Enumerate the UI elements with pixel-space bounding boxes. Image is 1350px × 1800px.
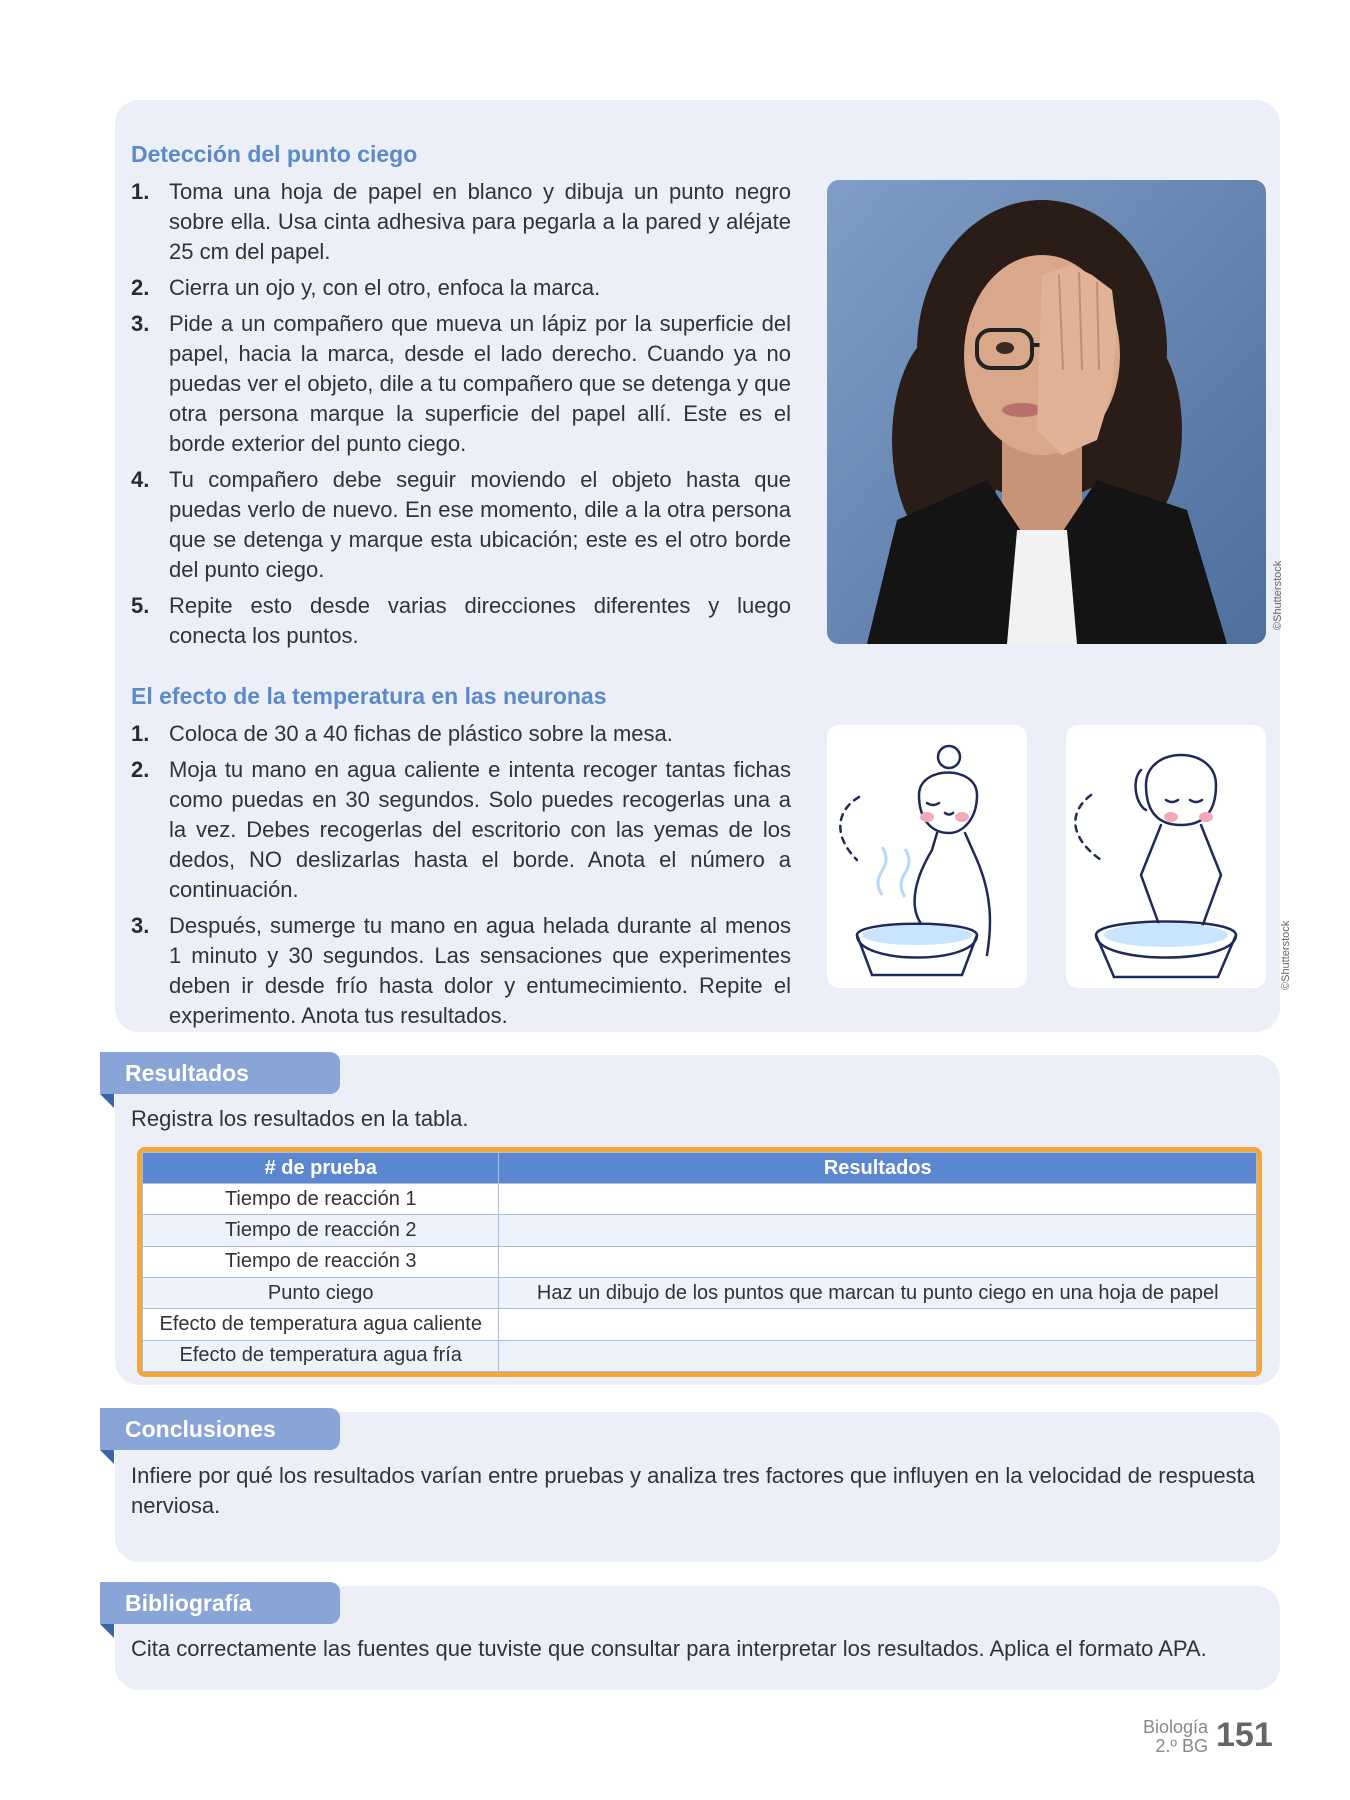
footer-subject xyxy=(1143,1718,1208,1756)
woman-covering-eye-photo xyxy=(827,180,1266,644)
bibliography-tab-corner xyxy=(100,1624,114,1638)
temperature-steps xyxy=(131,719,791,1037)
results-instruction: Registra los resultados en la tabla. xyxy=(131,1106,469,1131)
list-item: 4. Tu compañero debe seguir moviendo el objeto hasta que puedas verlo de nuevo. En ese momento, dile a la otra persona que se detenga y marque esta ubicación; este es el otro borde del punto ciego. xyxy=(131,467,791,582)
page-number: 151 xyxy=(1216,1716,1273,1754)
result-cell[interactable] xyxy=(499,1246,1257,1277)
cold-water-illustration xyxy=(1066,725,1266,988)
hot-water-illustration xyxy=(827,725,1027,988)
illustration-credit: ©Shutterstock xyxy=(1280,920,1292,990)
conclusions-tab-corner xyxy=(100,1450,114,1464)
list-item: 3. Pide a un compañero que mueva un lápiz por la superficie del papel, hacia la marca, desde el lado derecho. Cuando ya no puedas ver el objeto, dile a tu compañero que se detenga y que otra persona marque la superficie del papel allí. Este es el borde exterior del punto ciego. xyxy=(131,311,791,456)
list-item: 2. Cierra un ojo y, con el otro, enfoca la marca. xyxy=(131,275,601,300)
list-item: 1. Coloca de 30 a 40 fichas de plástico sobre la mesa. xyxy=(131,721,673,746)
blind-spot-title: Detección del punto ciego xyxy=(131,141,418,167)
result-cell[interactable] xyxy=(499,1309,1257,1340)
table-row: Efecto de temperatura agua caliente xyxy=(143,1309,1257,1340)
table-row: Tiempo de reacción 1 xyxy=(143,1184,1257,1215)
bibliography-text: Cita correctamente las fuentes que tuviste que consultar para interpretar los resultados. Aplica el formato APA. xyxy=(131,1636,1207,1661)
list-item: 1. Toma una hoja de papel en blanco y dibuja un punto negro sobre ella. Usa cinta adhesiva para pegarla a la pared y aléjate 25 cm del papel. xyxy=(131,179,791,264)
bibliography-tab: Bibliografía xyxy=(100,1582,340,1624)
results-tab-corner xyxy=(100,1094,114,1108)
photo-credit: ©Shutterstock xyxy=(1272,560,1284,630)
subject-name: Biología xyxy=(1142,1717,1208,1737)
table-row: Tiempo de reacción 3 xyxy=(143,1246,1257,1277)
temperature-title: El efecto de la temperatura en las neuronas xyxy=(131,683,607,709)
grade-label: 2.º BG xyxy=(1155,1736,1208,1756)
column-header-test: # de prueba xyxy=(143,1153,499,1184)
results-table xyxy=(137,1147,1262,1377)
blind-spot-steps xyxy=(131,177,791,657)
table-row: Punto ciego Haz un dibujo de los puntos que marcan tu punto ciego en una hoja de papel xyxy=(143,1277,1257,1308)
table-row: Tiempo de reacción 2 xyxy=(143,1215,1257,1246)
list-item: 5. Repite esto desde varias direcciones diferentes y luego conecta los puntos. xyxy=(131,593,791,648)
table-row: Efecto de temperatura agua fría xyxy=(143,1340,1257,1371)
result-cell[interactable] xyxy=(499,1340,1257,1371)
column-header-results: Resultados xyxy=(499,1153,1257,1184)
conclusions-tab: Conclusiones xyxy=(100,1408,340,1450)
conclusions-text: Infiere por qué los resultados varían entre pruebas y analiza tres factores que influyen en la velocidad de respuesta nerviosa. xyxy=(131,1463,1255,1518)
list-item: 3. Después, sumerge tu mano en agua helada durante al menos 1 minuto y 30 segundos. Las sensaciones que experimentes deben ir desde frío hasta dolor y entumecimiento. Repite el experimento. Anota tus resultados. xyxy=(131,913,791,1028)
result-cell[interactable] xyxy=(499,1215,1257,1246)
results-tab: Resultados xyxy=(100,1052,340,1094)
result-cell[interactable] xyxy=(499,1184,1257,1215)
result-cell[interactable]: Haz un dibujo de los puntos que marcan tu punto ciego en una hoja de papel xyxy=(499,1277,1257,1308)
list-item: 2. Moja tu mano en agua caliente e intenta recoger tantas fichas como puedas en 30 segundos. Solo puedes recogerlas una a la vez. Debes recogerlas del escritorio con las yemas de los dedos, NO deslizarlas hasta el borde. Anota el número a continuación. xyxy=(131,757,791,902)
